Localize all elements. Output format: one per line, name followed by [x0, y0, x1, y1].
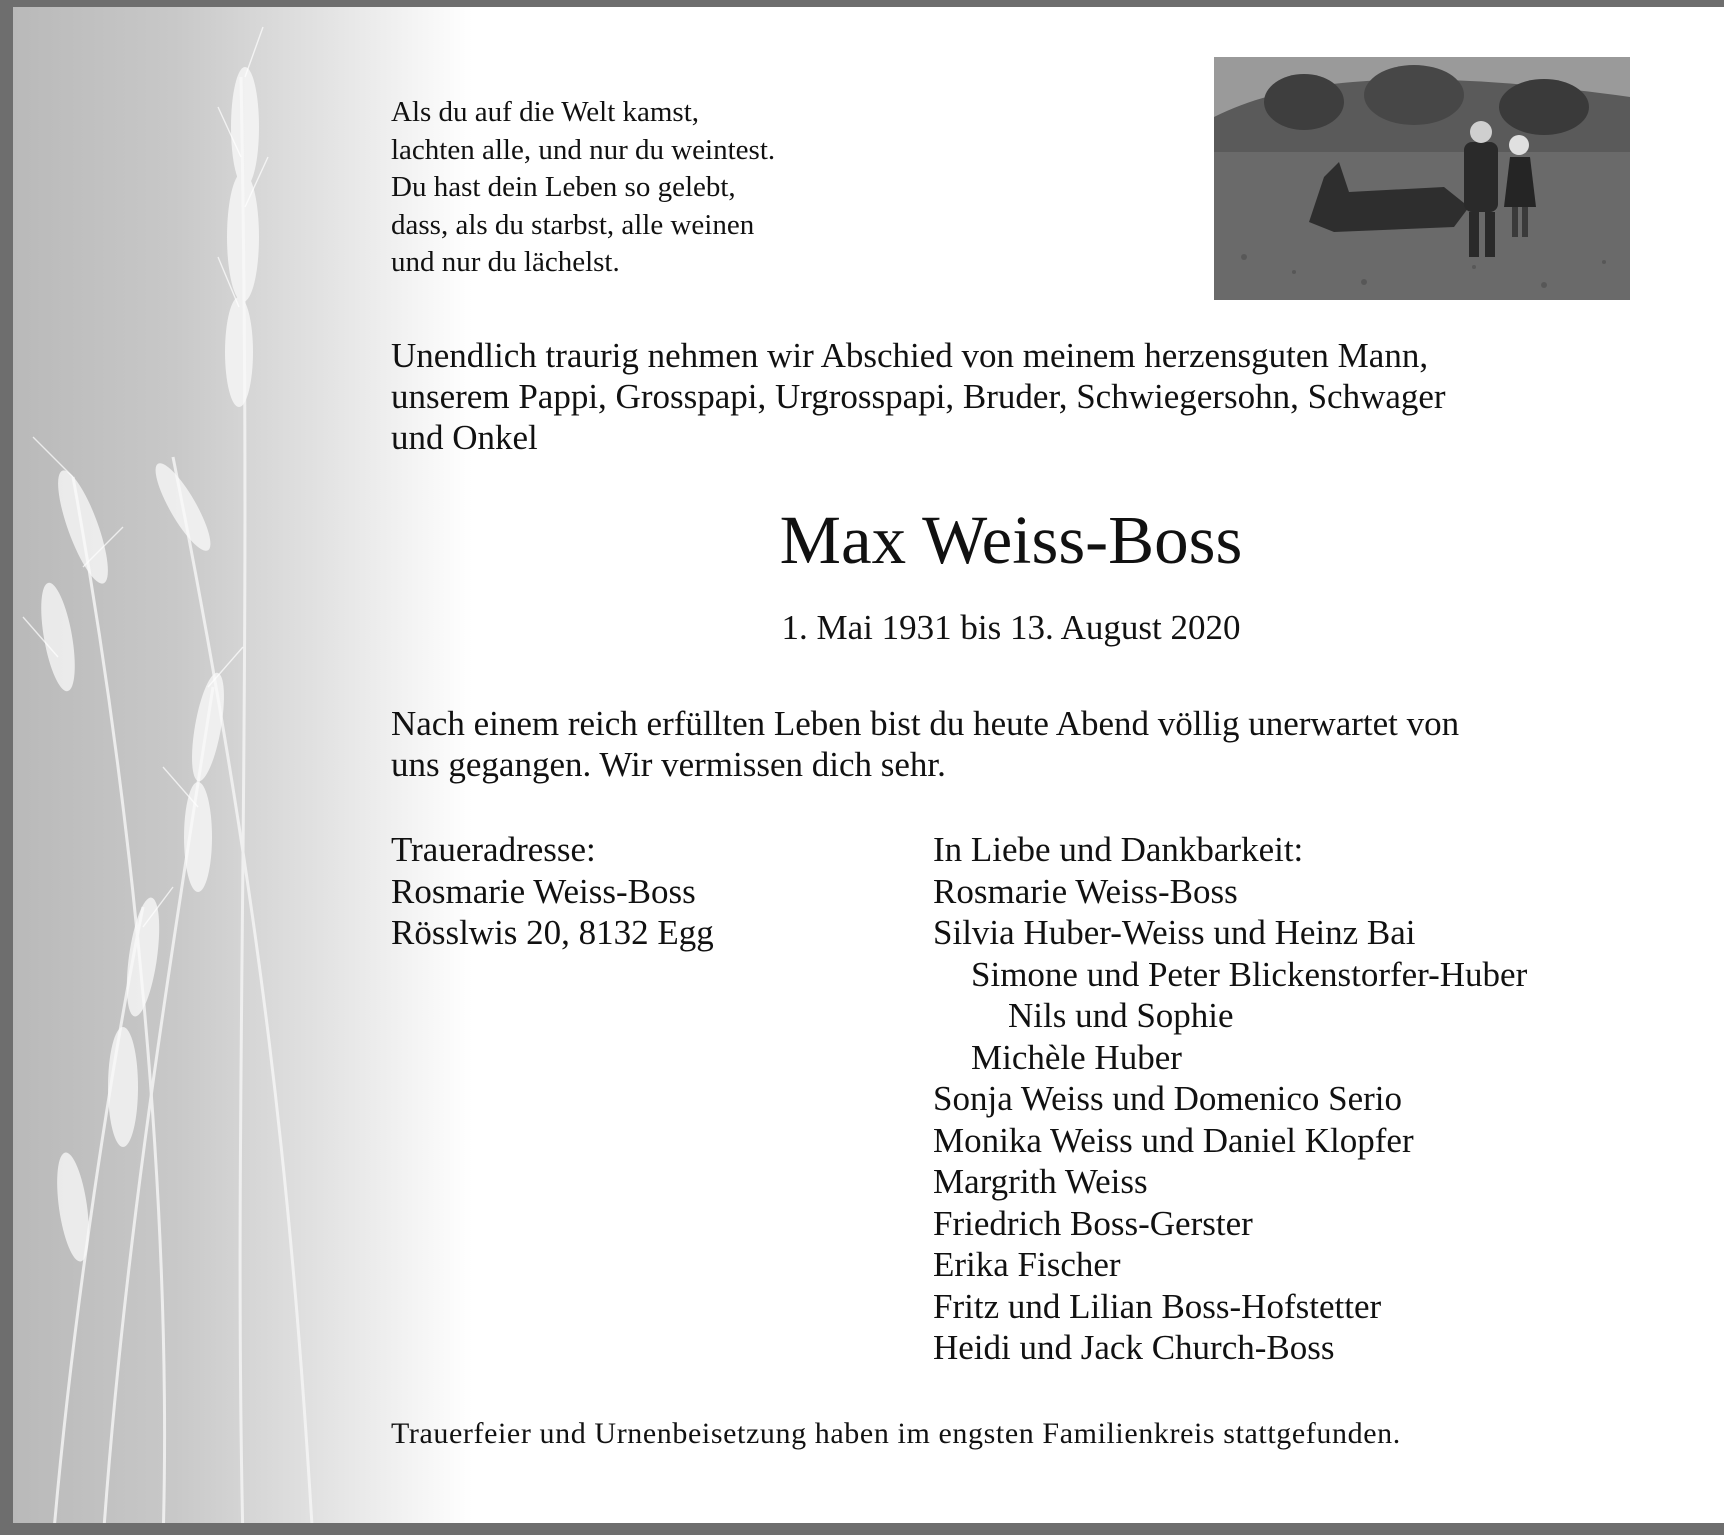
- poem-line: Du hast dein Leben so gelebt,: [391, 171, 736, 203]
- intro-paragraph: [391, 335, 1446, 458]
- family-member: Friedrich Boss-Gerster: [933, 1203, 1253, 1243]
- message-paragraph: [391, 703, 1459, 785]
- family-member: Rosmarie Weiss-Boss: [933, 871, 1238, 911]
- address-name: Rosmarie Weiss-Boss: [391, 871, 696, 911]
- family-member: Nils und Sophie: [1008, 996, 1234, 1035]
- life-dates: 1. Mai 1931 bis 13. August 2020: [781, 608, 1241, 647]
- intro-line: und Onkel: [391, 418, 538, 457]
- poem-line: dass, als du starbst, alle weinen: [391, 208, 755, 241]
- message-line: uns gegangen. Wir vermissen dich sehr.: [391, 745, 946, 784]
- deceased-name: Max Weiss-Boss: [779, 502, 1243, 578]
- family-heading: In Liebe und Dankbarkeit:: [933, 830, 1304, 869]
- family-member: Heidi und Jack Church-Boss: [933, 1328, 1335, 1367]
- poem: [391, 94, 775, 282]
- family-member: Margrith Weiss: [933, 1162, 1148, 1201]
- photo-image: [1214, 57, 1630, 300]
- message-line: Nach einem reich erfüllten Leben bist du heute Abend völlig unerwartet von: [391, 704, 1460, 743]
- ceremony-note: Trauerfeier und Urnenbeisetzung haben im engsten Familienkreis stattgefunden.: [391, 1417, 1401, 1450]
- intro-line: unserem Pappi, Grosspapi, Urgrosspapi, Bruder, Schwiegersohn, Schwager: [391, 377, 1446, 416]
- poem-line: Als du auf die Welt kamst,: [391, 96, 700, 128]
- poem-line: lachten alle, und nur du weintest.: [391, 133, 776, 166]
- family-member: Simone und Peter Blickenstorfer-Huber: [971, 954, 1528, 994]
- mourning-address: [391, 829, 714, 954]
- family-member: Erika Fischer: [933, 1245, 1121, 1284]
- family-member: Silvia Huber-Weiss und Heinz Bai: [933, 913, 1416, 952]
- address-street: Rösslwis 20, 8132 Egg: [391, 913, 714, 952]
- intro-line: Unendlich traurig nehmen wir Abschied von meinem herzensguten Mann,: [391, 336, 1429, 375]
- address-heading: Traueradresse:: [391, 830, 596, 869]
- family-member: Monika Weiss und Daniel Klopfer: [933, 1120, 1414, 1160]
- family-member: Michèle Huber: [971, 1037, 1182, 1077]
- family-member: Fritz und Lilian Boss-Hofstetter: [933, 1286, 1382, 1326]
- poem-line: und nur du lächelst.: [391, 246, 620, 278]
- family-member: Sonja Weiss und Domenico Serio: [933, 1079, 1402, 1118]
- family-list: [933, 829, 1527, 1369]
- memorial-photo: [1214, 57, 1630, 300]
